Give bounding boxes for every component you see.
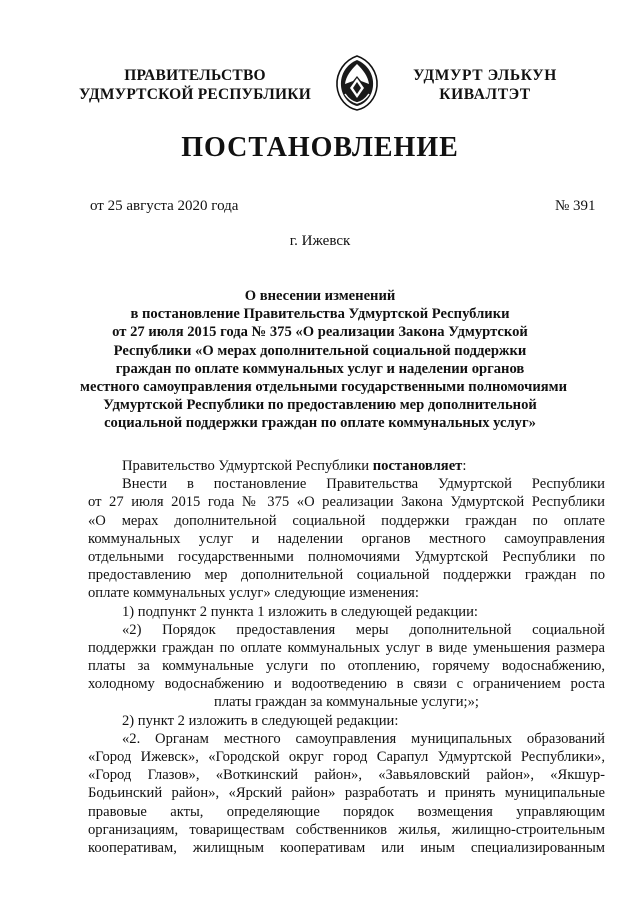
- subject-line: граждан по оплате коммунальных услуг и наделении органов: [115, 360, 525, 377]
- intro-suffix: :: [462, 458, 467, 474]
- body-line: «Город Глазов», «Воткинский район», «Завьяловский район», «Якшур-: [88, 767, 605, 784]
- document-subject: [80, 287, 567, 433]
- body-line: Бодьинский район», «Ярский район» разработать и принять муниципальные: [88, 785, 605, 802]
- body-line: Внести в постановление Правительства Удмуртской Республики: [122, 476, 605, 493]
- subject-line: О внесении изменений: [244, 288, 396, 304]
- header-right-line2: КИВАЛТЭТ: [439, 86, 531, 103]
- body-line: отдельными государственными полномочиями Удмуртской Республики по: [88, 548, 605, 565]
- document-date: от 25 августа 2020 года: [90, 198, 239, 214]
- body-line: оплате коммунальных услуг» следующие изменения:: [88, 585, 419, 602]
- document-number: № 391: [555, 198, 596, 214]
- header-left: [70, 66, 320, 104]
- body-line: организациям, товариществам собственников жилья, жилищно-строительным: [88, 821, 605, 838]
- document-body: [88, 457, 605, 857]
- udmurt-coat-of-arms-icon: [333, 54, 381, 112]
- subject-line: местного самоуправления отдельными государственными полномочиями: [80, 379, 567, 396]
- body-line: холодному водоснабжению и водоотведению в связи с ограничением роста: [88, 676, 605, 693]
- body-line: кооперативам, жилищным кооперативам или иным специализированным: [88, 839, 605, 856]
- header-right-line1: УДМУРТ ЭЛЬКУН: [413, 67, 557, 84]
- body-line: правовые акты, определяющие порядок возмещения управляющим: [88, 803, 605, 820]
- header-left-line2: УДМУРТСКОЙ РЕСПУБЛИКИ: [79, 86, 311, 103]
- body-line: «2) Порядок предоставления меры дополнительной социальной: [122, 621, 605, 638]
- body-line: от 27 июля 2015 года № 375 «О реализации Закона Удмуртской Республики: [88, 494, 605, 511]
- document-type-title: ПОСТАНОВЛЕНИЕ: [181, 132, 459, 163]
- body-intro-line: [88, 457, 605, 475]
- intro-keyword: постановляет: [372, 458, 463, 474]
- body-line: «Город Ижевск», «Городской округ город Сарапул Удмуртской Республики»,: [88, 749, 605, 765]
- header-right: [390, 66, 580, 104]
- body-line: коммунальных услуг и наделении органов местного самоуправления: [88, 530, 605, 547]
- body-line: «2. Органам местного самоуправления муниципальных образований: [122, 730, 605, 747]
- body-line: платы за коммунальные услуги по отоплению, горячему водоснабжению,: [88, 658, 605, 675]
- body-line: 2) пункт 2 изложить в следующей редакции:: [122, 712, 399, 729]
- body-line: предоставлению мер дополнительной социальной поддержки граждан по: [88, 567, 605, 584]
- document-city: г. Ижевск: [289, 233, 351, 249]
- intro-prefix: Правительство Удмуртской Республики: [122, 458, 373, 474]
- header-left-line1: ПРАВИТЕЛЬСТВО: [124, 67, 266, 84]
- body-line: «О мерах дополнительной социальной поддержки граждан по оплате: [88, 512, 605, 529]
- body-line: поддержки граждан по оплате коммунальных услуг в виде уменьшения размера: [88, 639, 605, 656]
- body-line: платы граждан за коммунальные услуги;»;: [214, 694, 479, 711]
- subject-line: Удмуртской Республики по предоставлению мер дополнительной: [103, 397, 537, 414]
- body-line: 1) подпункт 2 пункта 1 изложить в следующей редакции:: [122, 603, 478, 620]
- subject-line: от 27 июля 2015 года № 375 «О реализации Закона Удмуртской: [112, 324, 528, 341]
- subject-line: в постановление Правительства Удмуртской Республики: [130, 306, 510, 323]
- subject-line: Республики «О мерах дополнительной социальной поддержки: [113, 342, 527, 359]
- subject-line: социальной поддержки граждан по оплате коммунальных услуг»: [104, 415, 536, 432]
